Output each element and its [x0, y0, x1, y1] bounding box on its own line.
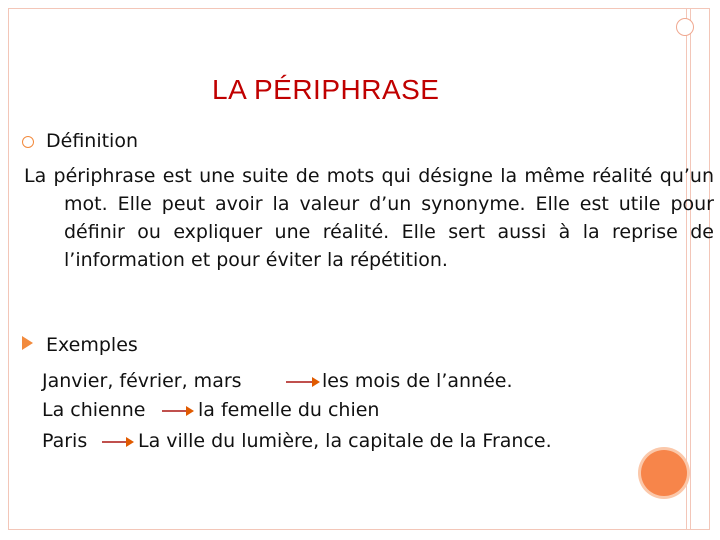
example-periphrase-3: La ville du lumière, la capitale de la France.: [138, 430, 552, 452]
example-word-2: La chienne: [42, 399, 146, 421]
definition-heading: Définition: [46, 130, 139, 152]
example-word-3: Paris: [42, 430, 88, 452]
example-periphrase-2: la femelle du chien: [198, 399, 380, 421]
example-word-1: Janvier, février, mars: [42, 370, 242, 392]
right-arrow-icon: [102, 437, 134, 447]
right-arrow-icon: [162, 406, 194, 416]
decor-orange-circle-icon: [641, 450, 687, 496]
slide-title: LA PÉRIPHRASE: [212, 74, 440, 105]
example-periphrase-1: les mois de l’année.: [322, 370, 513, 392]
examples-heading: Exemples: [46, 334, 138, 356]
right-arrow-icon: [286, 377, 320, 387]
definition-body: La périphrase est une suite de mots qui désigne la même réalité qu’un mot. Elle peut avoir la valeur d’un synonyme. Elle est utile pour définir ou expliquer une réalité. Elle sert aussi à la reprise de l’information et pour éviter la répétition.: [24, 165, 714, 271]
decor-ring-icon: [676, 18, 694, 36]
circle-bullet-icon: [22, 136, 34, 148]
arrow-bullet-icon: [22, 336, 33, 350]
